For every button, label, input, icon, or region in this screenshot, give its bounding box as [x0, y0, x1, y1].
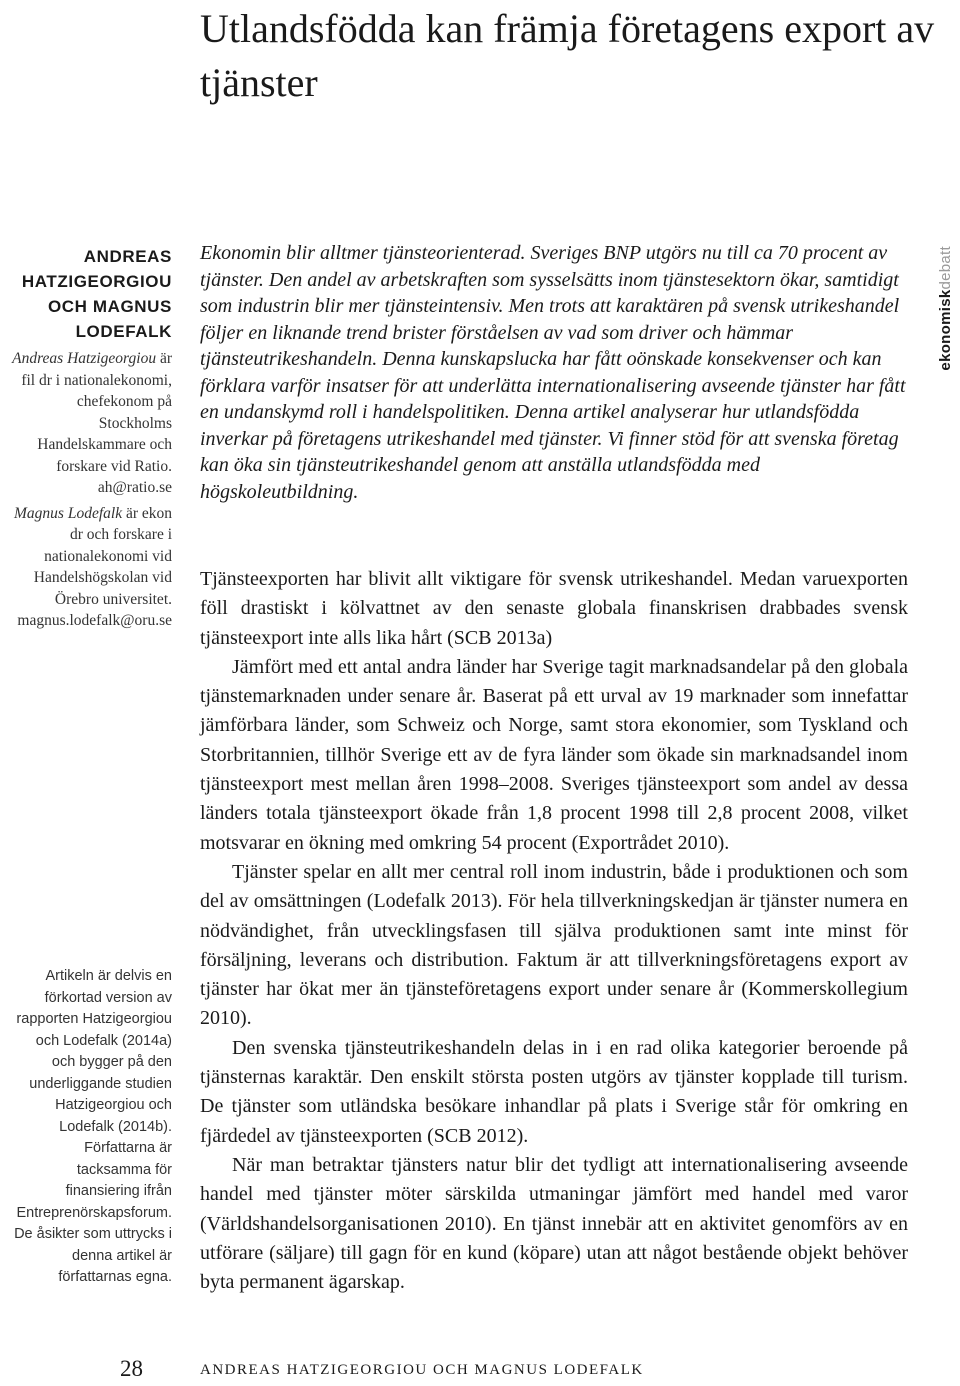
body-paragraph: När man betraktar tjänsters natur blir det tydligt att internationalisering avseende handel med tjänster möter särskilda utmaningar jämfört med handel med varor (Världshandelsorganisationen 2010). En tjänst innebär att en aktivitet genomförs av en utförare (säljare) till gagn för en kund (köpare) utan att något bestående objekt behöver byta permanent ägarskap.	[200, 1153, 908, 1294]
author-bio-hatzigeorgiou	[12, 348, 172, 499]
article-title: Utlandsfödda kan främja företagens export av tjänster	[200, 6, 935, 105]
body-paragraph: Jämfört med ett antal andra länder har Sverige tagit marknadsandelar på den globala tjänstemarknaden under senare år. Baserat på ett urval av 19 marknader som innefattar jämförbara länder, som Schweiz och Norge, samt stora ekonomier, som Tyskland och Storbritannien, tillhör Sverige ett av de fyra länder som ökade sin marknadsandel inom tjänsteexport mest mellan åren 1998–2008. Sveriges tjänsteexport som andel av dessa länders totala tjänsteexport ökade från 1,8 procent 1998 till 2,8 procent 2008, vilket motsvarar en ökning med omkring 54 procent (Exportrådet 2010).	[200, 655, 908, 854]
bio-text-hatzigeorgiou: är fil dr i nationalekonomi, chefekonom på Stockholms Handelskammare och forskare vid Ratio. ah@ratio.se	[21, 350, 172, 496]
article-note: Artikeln är delvis en förkortad version av rapporten Hatzigeorgiou och Lodefalk (2014a) och bygger på den underliggande studien Hatzigeorgiou och Lodefalk (2014b). Författarna är tacksamma för finansiering ifrån Entreprenörskapsforum. De åsikter som uttrycks i denna artikel är författarnas egna.	[14, 968, 172, 1285]
author-sidebar	[12, 244, 172, 632]
bio-name-lodefalk: Magnus Lodefalk	[14, 504, 123, 522]
running-footer-authors: ANDREAS HATZIGEORGIOU OCH MAGNUS LODEFALK	[200, 1362, 644, 1378]
article-body	[200, 565, 908, 1297]
body-paragraph: Tjänster spelar en allt mer central roll inom industrin, både i produktionen och som del av omsättningen (Lodefalk 2013). För hela tillverkningskedjan är tjänster numera en nödvändighet, från utvecklingsfasen till själva produktionen samt inte minst för försäljning, leverans och distribution. Faktum är att tillverkningsföretagens export av tjänster har ökat mer än tjänsteföretagens export under senare år (Kommerskollegium 2010).	[200, 860, 908, 1030]
brand-ekonomisk: ekonomisk	[937, 289, 954, 371]
journal-brand	[937, 246, 954, 371]
bio-name-hatzigeorgiou: Andreas Hatzigeorgiou	[12, 350, 157, 367]
bio-text-lodefalk: är ekon dr och forskare i nationalekonomi vid Handelshögskolan vid Örebro universitet. magnus.lodefalk@oru.se	[17, 504, 172, 629]
author-bio-lodefalk	[12, 503, 172, 632]
article-lead: Ekonomin blir alltmer tjänsteorienterad. Sveriges BNP utgörs nu till ca 70 procent av tjänster. Den andel av arbetskraften som sysselsätts inom tjänstesektorn ökar, samtidigt som industrin blir mer tjänsteintensiv. Men trots att karaktären på svensk utrikeshandel följer en liknande trend brister förståelsen av vad som driver och hämmar tjänsteutrikeshandeln. Denna kunskapslucka har fått oönskade konsekvenser och kan förklara varför insatser för att underlätta internationalisering avseende tjänster har fått en undanskymd roll i handelspolitiken. Denna artikel analyserar hur utlandsfödda inverkar på företagens utrikeshandel med tjänster. Vi finner stöd för att svenska företag kan öka sin tjänsteutrikeshandel genom att anställa utlandsfödda med högskoleutbildning.	[200, 242, 906, 503]
author-names: ANDREAS HATZIGEORGIOU OCH MAGNUS LODEFALK	[21, 247, 172, 341]
brand-debatt: debatt	[937, 246, 954, 290]
page-number: 28	[120, 1356, 143, 1381]
body-paragraph: Den svenska tjänsteutrikeshandeln delas in i en rad olika kategorier beroende på tjänsternas karaktär. Den enskilt största posten utgörs av tjänster kopplade till turism. De tjänster som utländska besökare inhandlar på plats i Sverige står för omkring en fjärdedel av tjänsteexporten (SCB 2012).	[200, 1036, 908, 1147]
body-paragraph: Tjänsteexporten har blivit allt viktigare för svensk utrikeshandel. Medan varuexporten föll drastiskt i kölvattnet av den senaste globala finanskrisen drabbades svensk tjänsteexport inte alls lika hårt (SCB 2013a)	[200, 568, 908, 649]
